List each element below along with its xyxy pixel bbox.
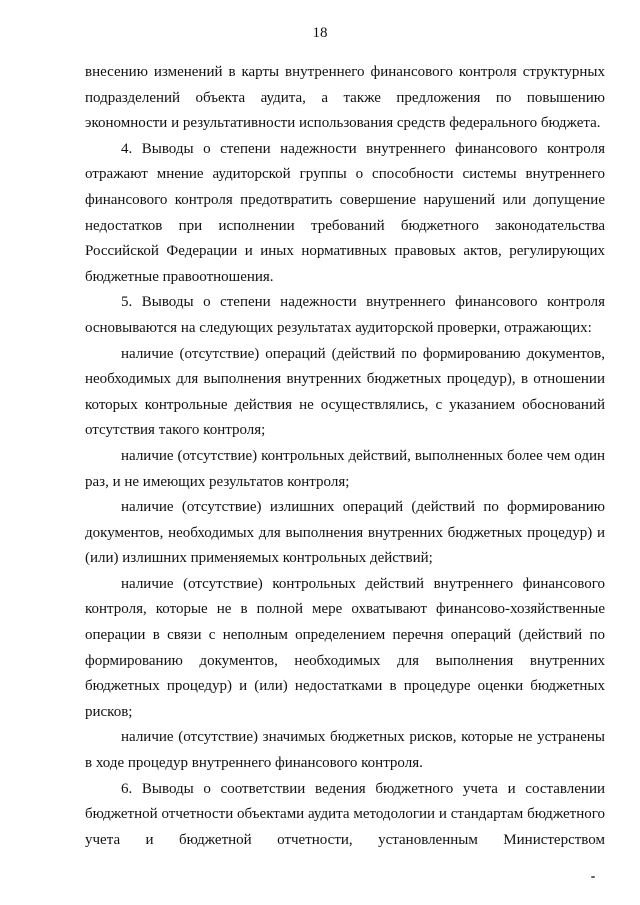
scan-mark — [591, 876, 595, 878]
page-number: 18 — [312, 25, 328, 41]
paragraph-condition-5: наличие (отсутствие) значимых бюджетных рисков, которые не устранены в ходе процедур внутреннего финансового контроля. — [85, 729, 605, 772]
paragraph-condition-4: наличие (отсутствие) контрольных действий внутреннего финансового контроля, которые не в полной мере охватывают финансово-хозяйственные операции в связи с неполным определением перечня операций (действий по формированию документов, необходимых для выполнения внутренних бюджетных процедур) и (или) недостатками в процедуре оценки бюджетных рисков; — [85, 575, 605, 720]
paragraph-item-5: 5. Выводы о степени надежности внутреннего финансового контроля основываются на следующих результатах аудиторской проверки, отражающих: — [85, 294, 605, 336]
paragraph-item-4: 4. Выводы о степени надежности внутреннего финансового контроля отражают мнение аудиторской группы о способности системы внутреннего финансового контроля предотвратить совершение нарушений или допущение недостатков при исполнении требований бюджетного законодательства Российской Федерации и иных нормативных правовых актов, регулирующих бюджетные правоотношения. — [85, 140, 605, 285]
paragraph-condition-2: наличие (отсутствие) контрольных действий, выполненных более чем один раз, и не имеющих результатов контроля; — [85, 447, 605, 490]
paragraph-condition-1: наличие (отсутствие) операций (действий по формированию документов, необходимых для выполнения внутренних бюджетных процедур), в отношении которых контрольные действия не осуществлялись, с указанием обоснований отсутствия такого контроля; — [85, 345, 605, 439]
paragraph-condition-3: наличие (отсутствие) излишних операций (действий по формированию документов, необходимых для выполнения внутренних бюджетных процедур) и (или) излишних применяемых контрольных действий; — [85, 499, 605, 567]
paragraph-item-6: 6. Выводы о соответствии ведения бюджетного учета и составлении бюджетной отчетности объектами аудита методологии и стандартам бюджетного учета и бюджетной отчетности, установленным Министерством — [85, 780, 605, 848]
paragraph-continuation: внесению изменений в карты внутреннего финансового контроля структурных подразделений объекта аудита, а также предложения по повышению экономности и результативности использования средств федерального бюджета. — [85, 64, 605, 132]
document-body — [85, 60, 605, 853]
